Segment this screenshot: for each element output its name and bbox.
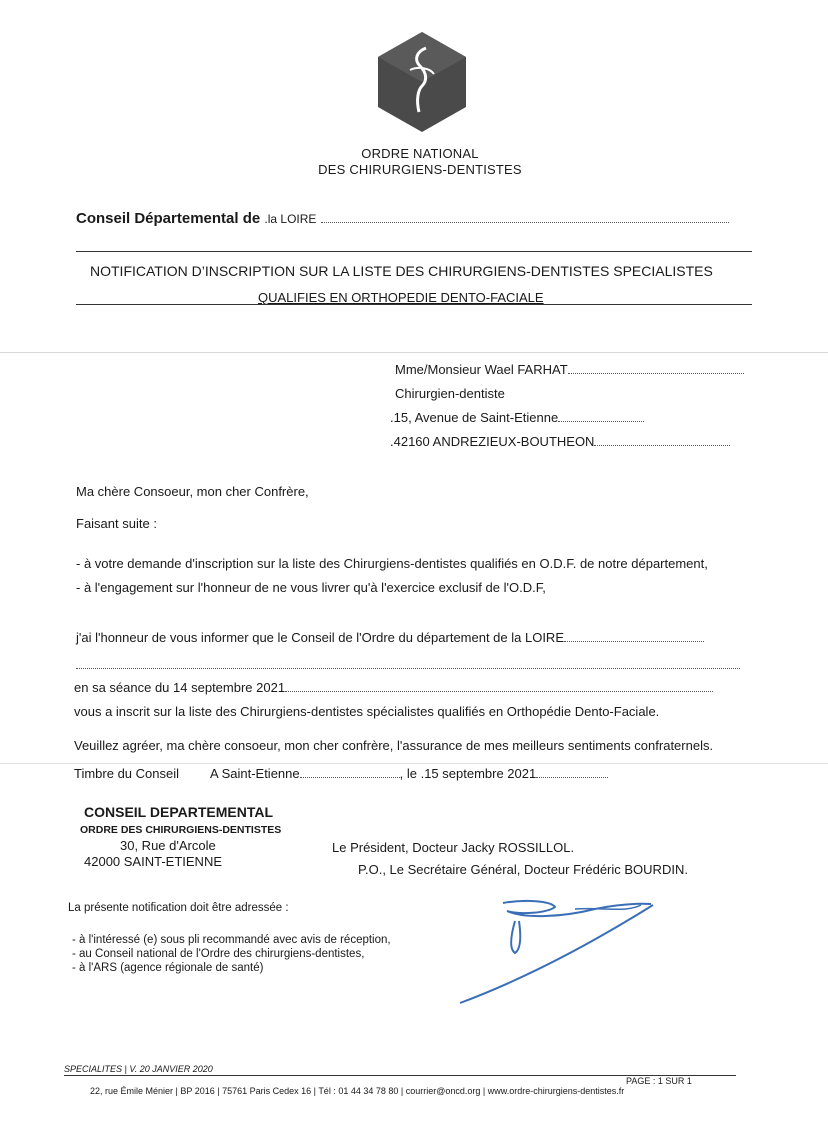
salutation: Ma chère Consoeur, mon cher Confrère,	[76, 484, 309, 499]
bullet-engagement: - à l'engagement sur l'honneur de ne vous livrer qu'à l'exercice exclusif de l'O.D.F,	[76, 580, 546, 595]
org-name-line2: DES CHIRURGIENS-DENTISTES	[318, 162, 522, 177]
handwritten-signature-icon	[455, 895, 715, 1010]
distribution-item: - à l'ARS (agence régionale de santé)	[72, 962, 264, 974]
president-line: Le Président, Docteur Jacky ROSSILLOL.	[332, 840, 575, 855]
inscrit-line: vous a inscrit sur la liste des Chirurgiens-dentistes spécialistes qualifiés en Orthopédie Dento-Faciale.	[74, 704, 660, 719]
closing-line: Veuillez agréer, ma chère consoeur, mon cher confrère, l'assurance de mes meilleurs sentiments confraternels.	[74, 738, 714, 753]
footer-page: PAGE : 1 SUR 1	[626, 1076, 692, 1086]
recipient-name: Mme/Monsieur Wael FARHAT	[395, 362, 744, 377]
bullet-demande: - à votre demande d'inscription sur la liste des Chirurgiens-dentistes qualifiés en O.D.F. de notre département,	[76, 556, 708, 571]
notice-title-line1: NOTIFICATION D’INSCRIPTION SUR LA LISTE DES CHIRURGIENS-DENTISTES SPECIALISTES	[90, 263, 713, 279]
org-name-line1: ORDRE NATIONAL	[361, 146, 479, 161]
footer-version: SPECIALITES | V. 20 JANVIER 2020	[64, 1064, 213, 1074]
timbre-label: Timbre du Conseil	[74, 766, 180, 781]
secretary-line: P.O., Le Secrétaire Général, Docteur Frédéric BOURDIN.	[358, 862, 688, 877]
stamp-line1: CONSEIL DEPARTEMENTAL	[84, 804, 274, 820]
recipient-profession: Chirurgien-dentiste	[395, 386, 505, 401]
distribution-intro: La présente notification doit être adressée :	[68, 902, 289, 914]
council-value: .la LOIRE	[264, 212, 317, 226]
inform-line: j'ai l'honneur de vous informer que le Conseil de l'Ordre du département de la LOIRE	[76, 630, 704, 645]
council-dots	[321, 221, 729, 223]
council-line	[76, 210, 729, 227]
seance-line: en sa séance du 14 septembre 2021	[74, 680, 713, 695]
fold-line	[0, 352, 828, 353]
recipient-city: .42160 ANDREZIEUX-BOUTHEON	[390, 434, 730, 449]
inform-dots-line	[76, 656, 740, 674]
faisant-suite: Faisant suite :	[76, 516, 157, 531]
place-date-line: A Saint-Etienne , le .15 septembre 2021	[210, 766, 608, 781]
ordre-logo	[376, 30, 468, 134]
notice-title-line2: QUALIFIES EN ORTHOPEDIE DENTO-FACIALE	[258, 290, 544, 305]
title-rule-top	[76, 251, 752, 252]
logo-hexagon-icon	[376, 30, 468, 134]
stamp-line3: 30, Rue d'Arcole	[120, 838, 216, 853]
stamp-line2: ORDRE DES CHIRURGIENS-DENTISTES	[80, 824, 282, 836]
distribution-item: - à l'intéressé (e) sous pli recommandé avec avis de réception,	[72, 934, 391, 946]
title-rule-bottom	[76, 304, 752, 305]
fold-line-2	[0, 763, 828, 764]
council-label: Conseil Départemental de	[76, 210, 261, 227]
recipient-street: .15, Avenue de Saint-Etienne	[390, 410, 644, 425]
distribution-item: - au Conseil national de l'Ordre des chirurgiens-dentistes,	[72, 948, 365, 960]
stamp-line4: 42000 SAINT-ETIENNE	[84, 854, 222, 869]
footer-address: 22, rue Émile Ménier | BP 2016 | 75761 Paris Cedex 16 | Tél : 01 44 34 78 80 | courrier@oncd.org | www.ordre-chirurgiens-dentistes.fr	[90, 1086, 625, 1096]
